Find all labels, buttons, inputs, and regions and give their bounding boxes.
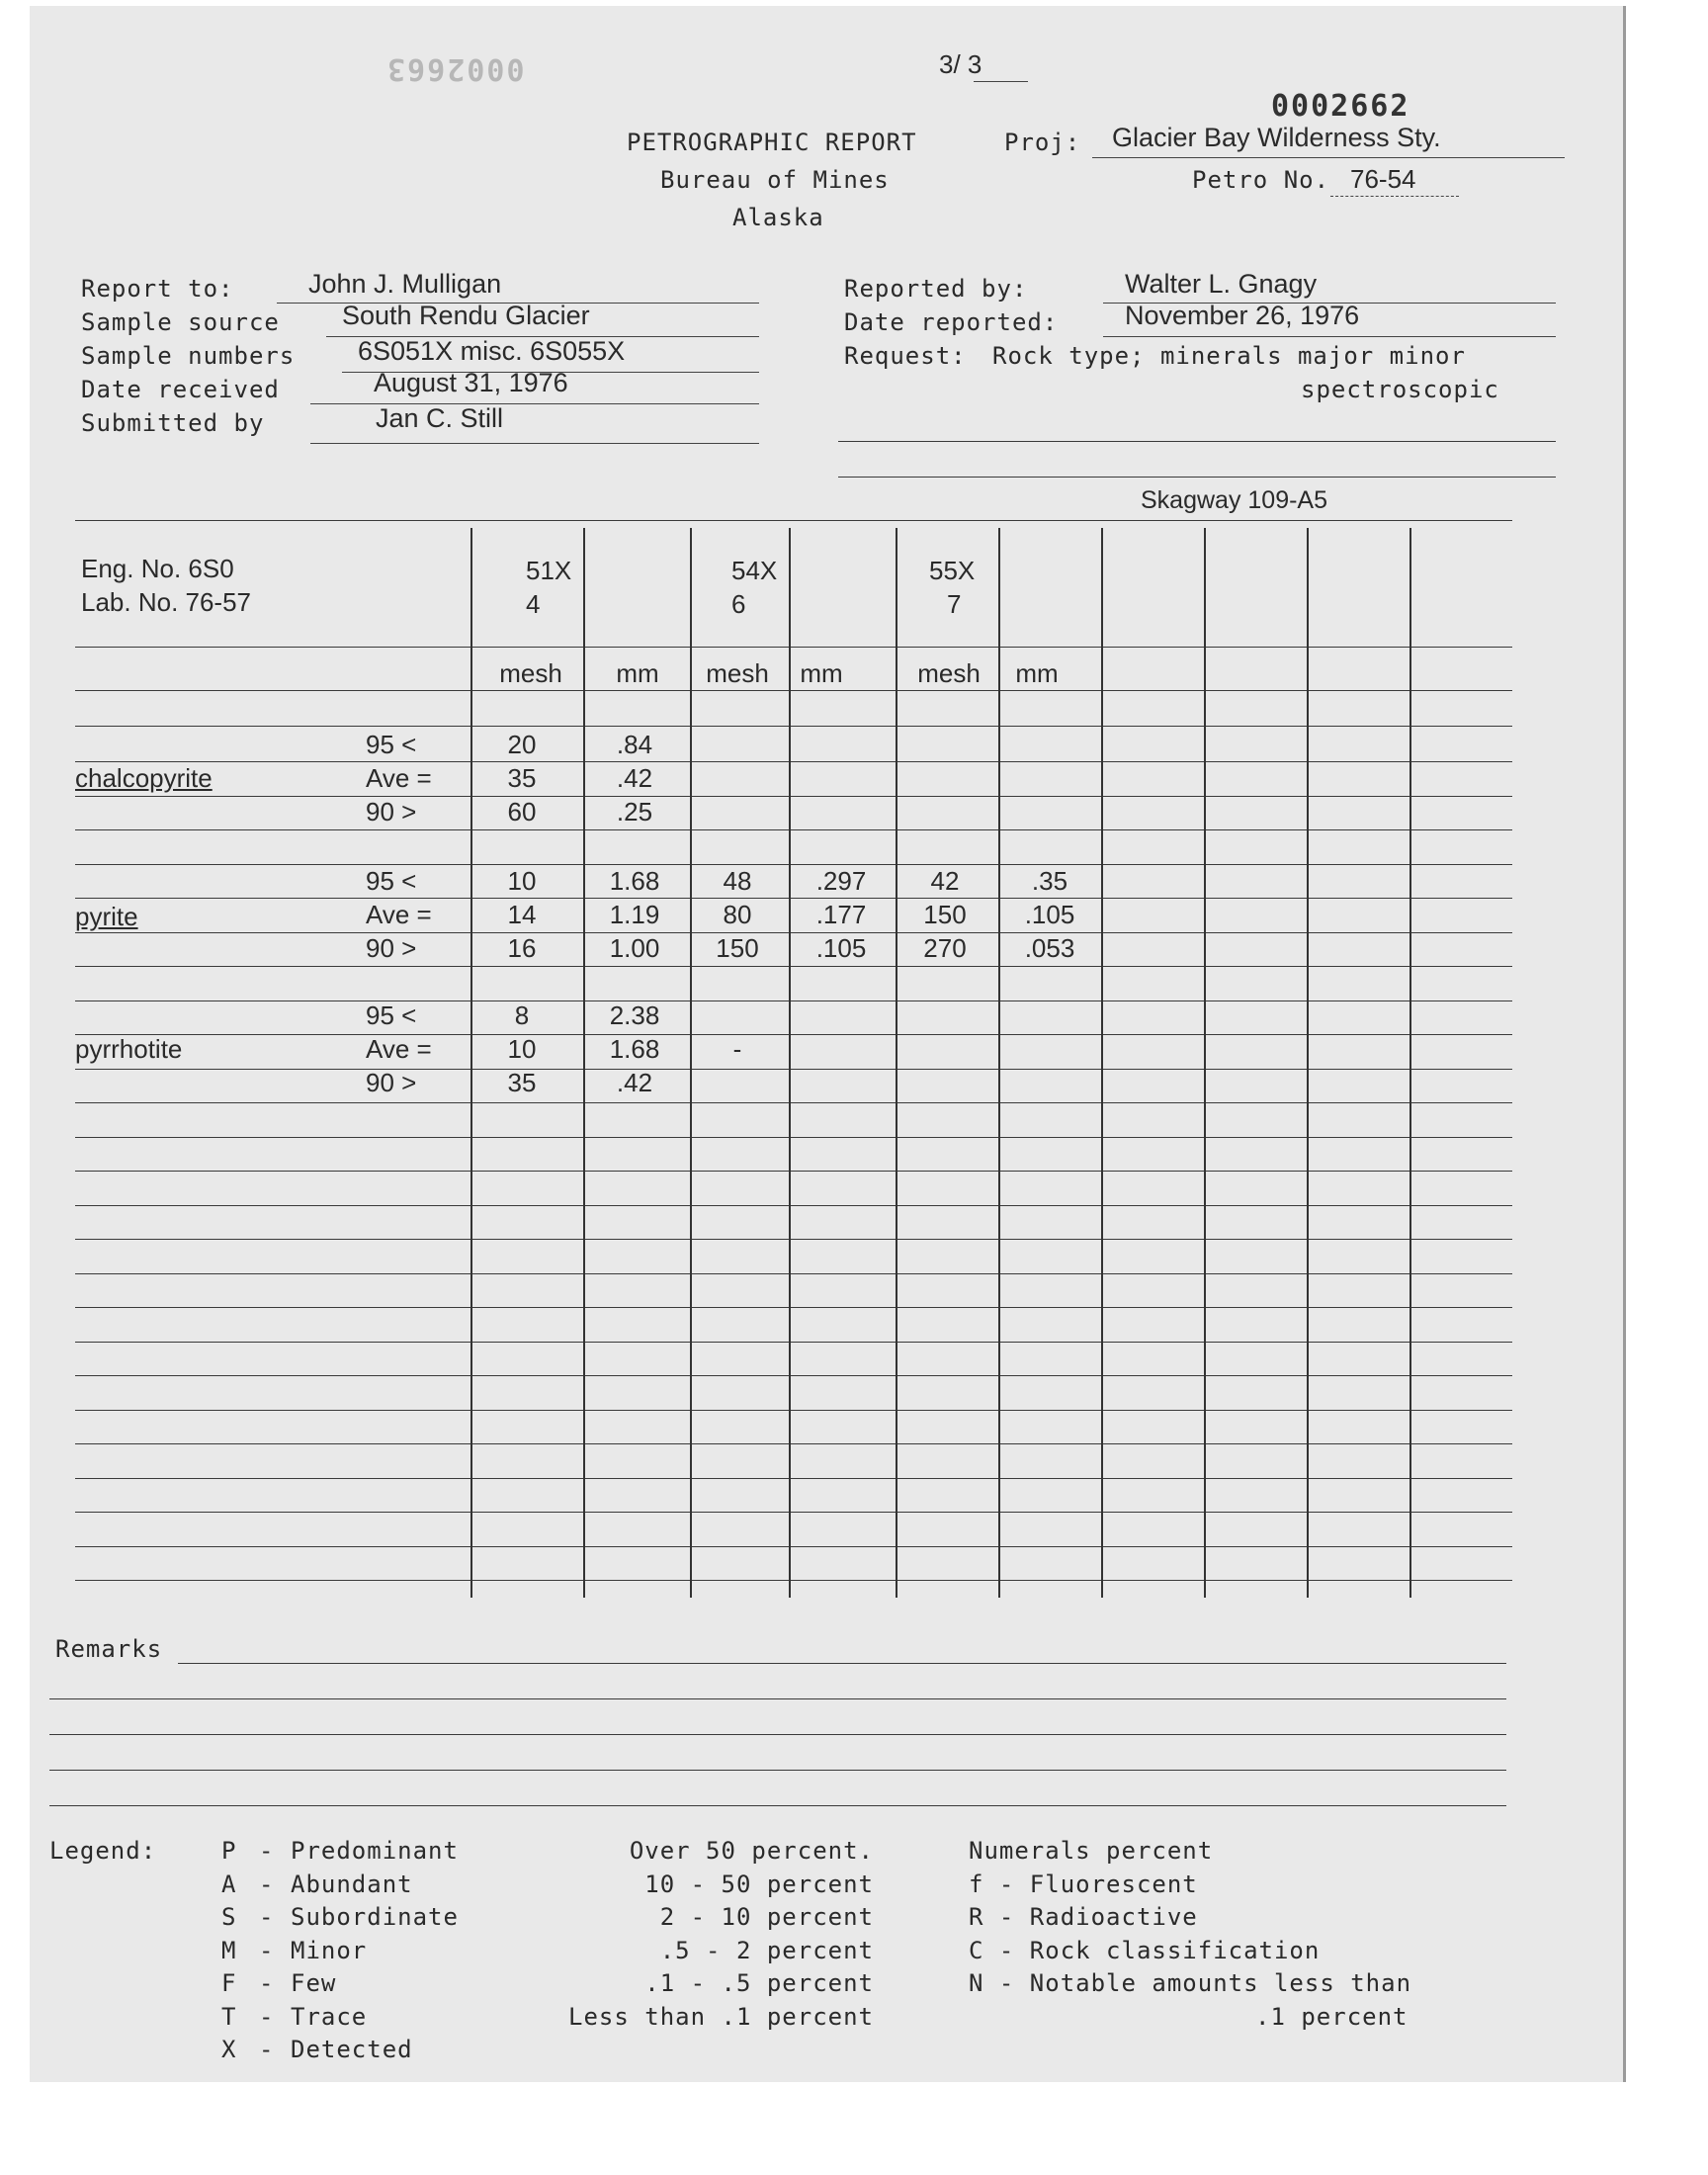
legend-code: P [221,1837,237,1865]
row-label: Ave = [366,763,432,793]
proj-label: Proj: [1004,129,1081,156]
sample-source-label: Sample source [81,308,280,336]
report-to-label: Report to: [81,275,234,303]
request-value-line2: spectroscopic [1301,376,1499,403]
legend-dash: - [259,1837,275,1865]
table-row-rule [75,864,1512,865]
table-cell: 1.68 [609,1034,660,1064]
remarks-line [178,1663,1506,1664]
table-row-rule [75,1443,1512,1444]
legend-name: Subordinate [291,1903,459,1931]
legend-range: Over 50 percent. [629,1837,874,1865]
date-reported-value: November 26, 1976 [1125,301,1360,330]
table-cell: 150 [716,933,759,963]
table-cell: 1.68 [609,866,660,896]
legend-label: Legend: [49,1837,157,1865]
table-row-rule [75,1342,1512,1343]
table-cell: 20 [507,730,537,759]
table-row-rule [75,1171,1512,1172]
table-row-rule [75,1034,1512,1035]
table-cell: .177 [815,900,867,929]
date-reported-label: Date reported: [844,308,1059,336]
legend-dash: - [259,2003,275,2031]
table-cell: .35 [1031,866,1068,896]
table-row-rule [75,1102,1512,1103]
legend-code: F [221,1969,237,1997]
lab-no-label: Lab. No. 76-57 [81,587,252,617]
sample-eng-51x: 51X [526,556,572,585]
table-cell: .42 [616,763,653,793]
unit-header-mm: mm [800,658,843,688]
legend-note: .1 percent [1255,2003,1409,2031]
table-column-rule [1101,528,1103,1598]
table-column-rule [1409,528,1411,1598]
table-cell: 10 [507,866,537,896]
table-cell: 150 [923,900,967,929]
legend-name: Detected [291,2036,413,2063]
sample-lab-4: 4 [526,589,541,619]
row-label: 90 > [366,1068,417,1097]
date-received-label: Date received [81,376,280,403]
table-row-rule [75,761,1512,762]
table-cell: 1.00 [609,933,660,963]
remarks-label: Remarks [55,1635,163,1663]
table-cell: - [732,1034,742,1064]
sample-numbers-label: Sample numbers [81,342,296,370]
sample-eng-54x: 54X [731,556,778,585]
legend-dash: - [259,1969,275,1997]
legend-note: C - Rock classification [969,1937,1321,1964]
remarks-line [49,1805,1506,1806]
sample-source-value: South Rendu Glacier [342,301,590,330]
table-column-rule [998,528,1000,1598]
remarks-line [49,1734,1506,1735]
region-name: Alaska [732,204,824,231]
faint-stamp: 0002663 [385,51,525,86]
legend-note: N - Notable amounts less than [969,1969,1412,1997]
report-to-value: John J. Mulligan [308,269,502,299]
table-cell: .25 [616,797,653,826]
table-row-rule [75,898,1512,899]
table-row-rule [75,1478,1512,1479]
legend-code: T [221,2003,237,2031]
legend-dash: - [259,1903,275,1931]
legend-code: A [221,1870,237,1898]
table-cell: 42 [930,866,960,896]
mineral-name: pyrite [75,902,138,931]
table-cell: 10 [507,1034,537,1064]
table-cell: 14 [507,900,537,929]
reported-by-label: Reported by: [844,275,1028,303]
table-row-rule [75,966,1512,967]
petro-underline [1330,196,1459,197]
request-label: Request: [844,342,967,370]
table-row-rule [75,1000,1512,1001]
table-cell: 270 [923,933,967,963]
table-top-rule [75,520,1512,521]
table-row-rule [75,1307,1512,1308]
submitted-by-label: Submitted by [81,409,265,437]
row-label: Ave = [366,1034,432,1064]
table-row-rule [75,1375,1512,1376]
legend-name: Trace [291,2003,368,2031]
legend-name: Abundant [291,1870,413,1898]
legend-code: X [221,2036,237,2063]
legend-name: Minor [291,1937,368,1964]
petro-label: Petro No. [1192,166,1330,194]
request-line-1 [838,441,1556,442]
table-cell: 80 [723,900,752,929]
table-cell: 2.38 [609,1000,660,1030]
table-row-rule [75,1410,1512,1411]
table-row-rule [75,1069,1512,1070]
request-line-2 [838,477,1556,478]
table-cell: .105 [1024,900,1075,929]
report-sheet [30,6,1626,2082]
map-reference: Skagway 109-A5 [1141,486,1328,514]
table-row-rule [75,796,1512,797]
legend-range: 10 - 50 percent [644,1870,874,1898]
table-row-rule [75,1205,1512,1206]
table-cell: 16 [507,933,537,963]
legend-code: M [221,1937,237,1964]
date-reported-underline [1103,336,1556,337]
document-stamp: 0002662 [1271,89,1410,124]
table-cell: .84 [616,730,653,759]
row-label: Ave = [366,900,432,929]
submitted-by-value: Jan C. Still [376,403,504,433]
row-label: 90 > [366,797,417,826]
table-row-rule [75,1239,1512,1240]
remarks-line [49,1698,1506,1699]
table-column-rule [896,528,897,1598]
table-cell: 35 [507,1068,537,1097]
submitted-by-underline [310,443,759,444]
legend-dash: - [259,1870,275,1898]
table-cell: .105 [815,933,867,963]
table-row-rule [75,829,1512,830]
date-received-value: August 31, 1976 [374,368,568,397]
row-label: 95 < [366,1000,417,1030]
mineral-name: pyrrhotite [75,1034,183,1064]
proj-underline [1092,157,1565,158]
legend-note: Numerals percent [969,1837,1214,1865]
unit-header-mm: mm [1015,658,1059,688]
table-cell: 8 [514,1000,530,1030]
page-number-underline [974,81,1028,82]
request-value: Rock type; minerals major minor [992,342,1466,370]
remarks-line [49,1770,1506,1771]
sample-numbers-value: 6S051X misc. 6S055X [358,336,626,366]
table-row-rule [75,1546,1512,1547]
unit-header-mesh: mesh [499,658,562,688]
report-title: PETROGRAPHIC REPORT [627,129,917,156]
legend-dash: - [259,2036,275,2063]
table-row-rule [75,1580,1512,1581]
legend-note: f - Fluorescent [969,1870,1198,1898]
table-row-rule [75,690,1512,691]
legend-range: .1 - .5 percent [644,1969,874,1997]
unit-header-mesh: mesh [706,658,769,688]
table-cell: 1.19 [609,900,660,929]
table-cell: .297 [815,866,867,896]
table-column-rule [1307,528,1309,1598]
table-row-rule [75,1137,1512,1138]
legend-name: Few [291,1969,337,1997]
unit-header-mesh: mesh [917,658,981,688]
table-row-rule [75,1273,1512,1274]
proj-value: Glacier Bay Wilderness Sty. [1112,123,1441,152]
table-row-rule [75,647,1512,648]
legend-name: Predominant [291,1837,459,1865]
table-cell: 48 [723,866,752,896]
agency-name: Bureau of Mines [660,166,890,194]
sample-lab-6: 6 [731,589,746,619]
petro-value: 76-54 [1350,164,1416,194]
table-cell: .42 [616,1068,653,1097]
page-number: 3/ 3 [939,49,982,79]
row-label: 90 > [366,933,417,963]
table-cell: 35 [507,763,537,793]
legend-note: R - Radioactive [969,1903,1198,1931]
table-row-rule [75,726,1512,727]
row-label: 95 < [366,730,417,759]
reported-by-value: Walter L. Gnagy [1125,269,1318,299]
table-cell: .053 [1024,933,1075,963]
legend-range: Less than .1 percent [568,2003,874,2031]
table-column-rule [1204,528,1206,1598]
table-row-rule [75,1512,1512,1513]
sample-lab-7: 7 [947,589,962,619]
legend-dash: - [259,1937,275,1964]
legend-range: 2 - 10 percent [659,1903,874,1931]
unit-header-mm: mm [616,658,659,688]
legend-code: S [221,1903,237,1931]
row-label: 95 < [366,866,417,896]
legend-range: .5 - 2 percent [659,1937,874,1964]
mineral-name: chalcopyrite [75,763,213,793]
table-cell: 60 [507,797,537,826]
sample-eng-55x: 55X [929,556,976,585]
eng-no-label: Eng. No. 6S0 [81,554,234,583]
